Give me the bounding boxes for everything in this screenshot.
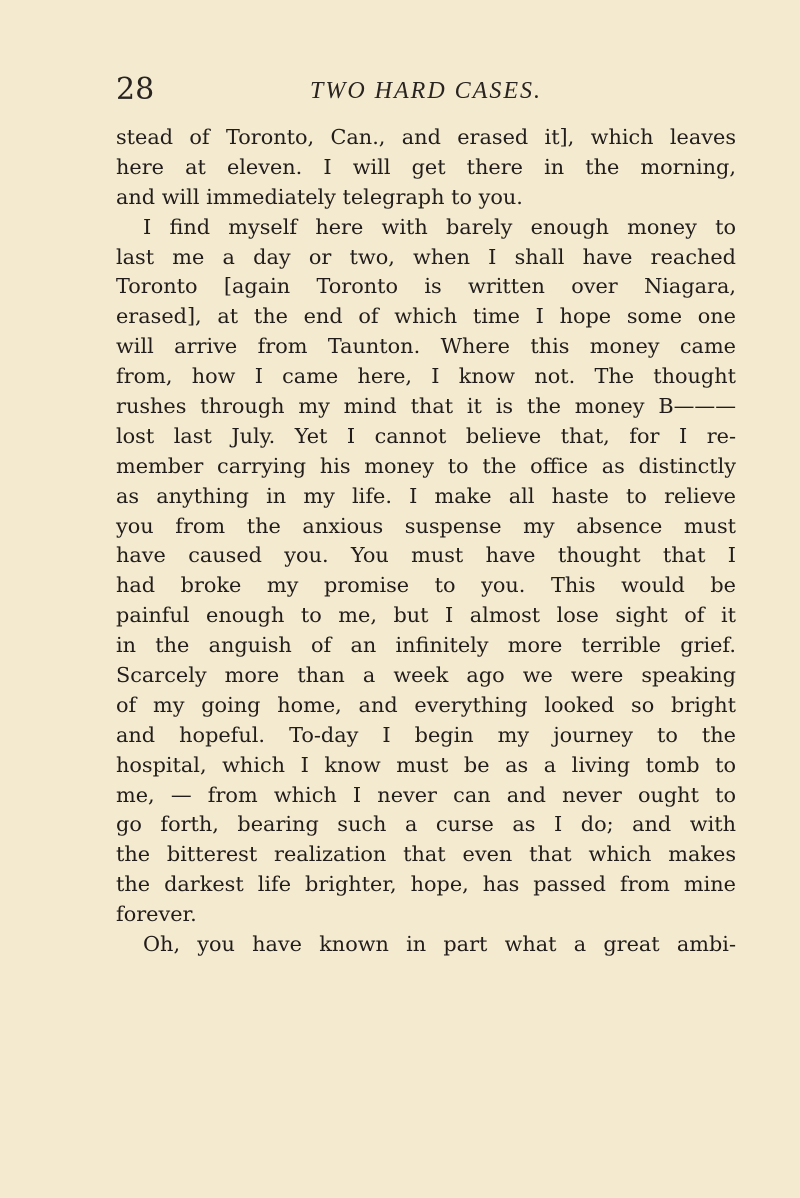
text-line: stead of Toronto, Can., and erased it], which leaves (116, 125, 736, 149)
text-line: me, — from which I never can and never ought to (116, 782, 736, 807)
text-line: have caused you. You must have thought that I (116, 543, 736, 568)
text-line: and hopeful. To-day I begin my journey to the (116, 722, 736, 747)
text-line: had broke my promise to you. This would be (116, 573, 736, 598)
text-line: Oh, you have known in part what a great ambi- (143, 932, 736, 957)
text-line: hospital, which I know must be as a living tomb to (116, 752, 736, 777)
text-line: the bitterest realization that even that which makes (116, 842, 736, 867)
text-line: Toronto [again Toronto is written over Niagara, (116, 274, 736, 299)
text-line: in the anguish of an infinitely more terrible grief. (116, 633, 736, 658)
text-line: will arrive from Taunton. Where this money came (116, 334, 736, 359)
text-line: Scarcely more than a week ago we were speaking (116, 663, 736, 688)
text-line: rushes through my mind that it is the money B——— (116, 394, 736, 419)
text-line: go forth, bearing such a curse as I do; and with (116, 812, 736, 837)
page-number: 28 (116, 72, 155, 107)
text-line: of my going home, and everything looked so bright (116, 692, 736, 717)
text-line: lost last July. Yet I cannot believe that, for I re- (116, 423, 736, 448)
text-line: as anything in my life. I make all haste to relieve (116, 483, 736, 508)
text-line: from, how I came here, I know not. The thought (116, 364, 736, 389)
text-line: the darkest life brighter, hope, has passed from mine (116, 872, 736, 897)
text-line: painful enough to me, but I almost lose sight of it (116, 603, 736, 628)
text-line: here at eleven. I will get there in the morning, (116, 154, 736, 179)
text-line: you from the anxious suspense my absence must (116, 513, 736, 538)
text-line: and will immediately telegraph to you. (116, 184, 523, 209)
body-text (116, 123, 736, 960)
page-header (0, 72, 800, 112)
text-line: I find myself here with barely enough money to (143, 214, 736, 239)
text-line: erased], at the end of which time I hope some one (116, 304, 736, 329)
text-line: last me a day or two, when I shall have reached (116, 244, 736, 269)
text-line: forever. (116, 902, 197, 927)
text-line: member carrying his money to the office as distinctly (116, 453, 736, 478)
running-head: TWO HARD CASES. (310, 78, 542, 104)
